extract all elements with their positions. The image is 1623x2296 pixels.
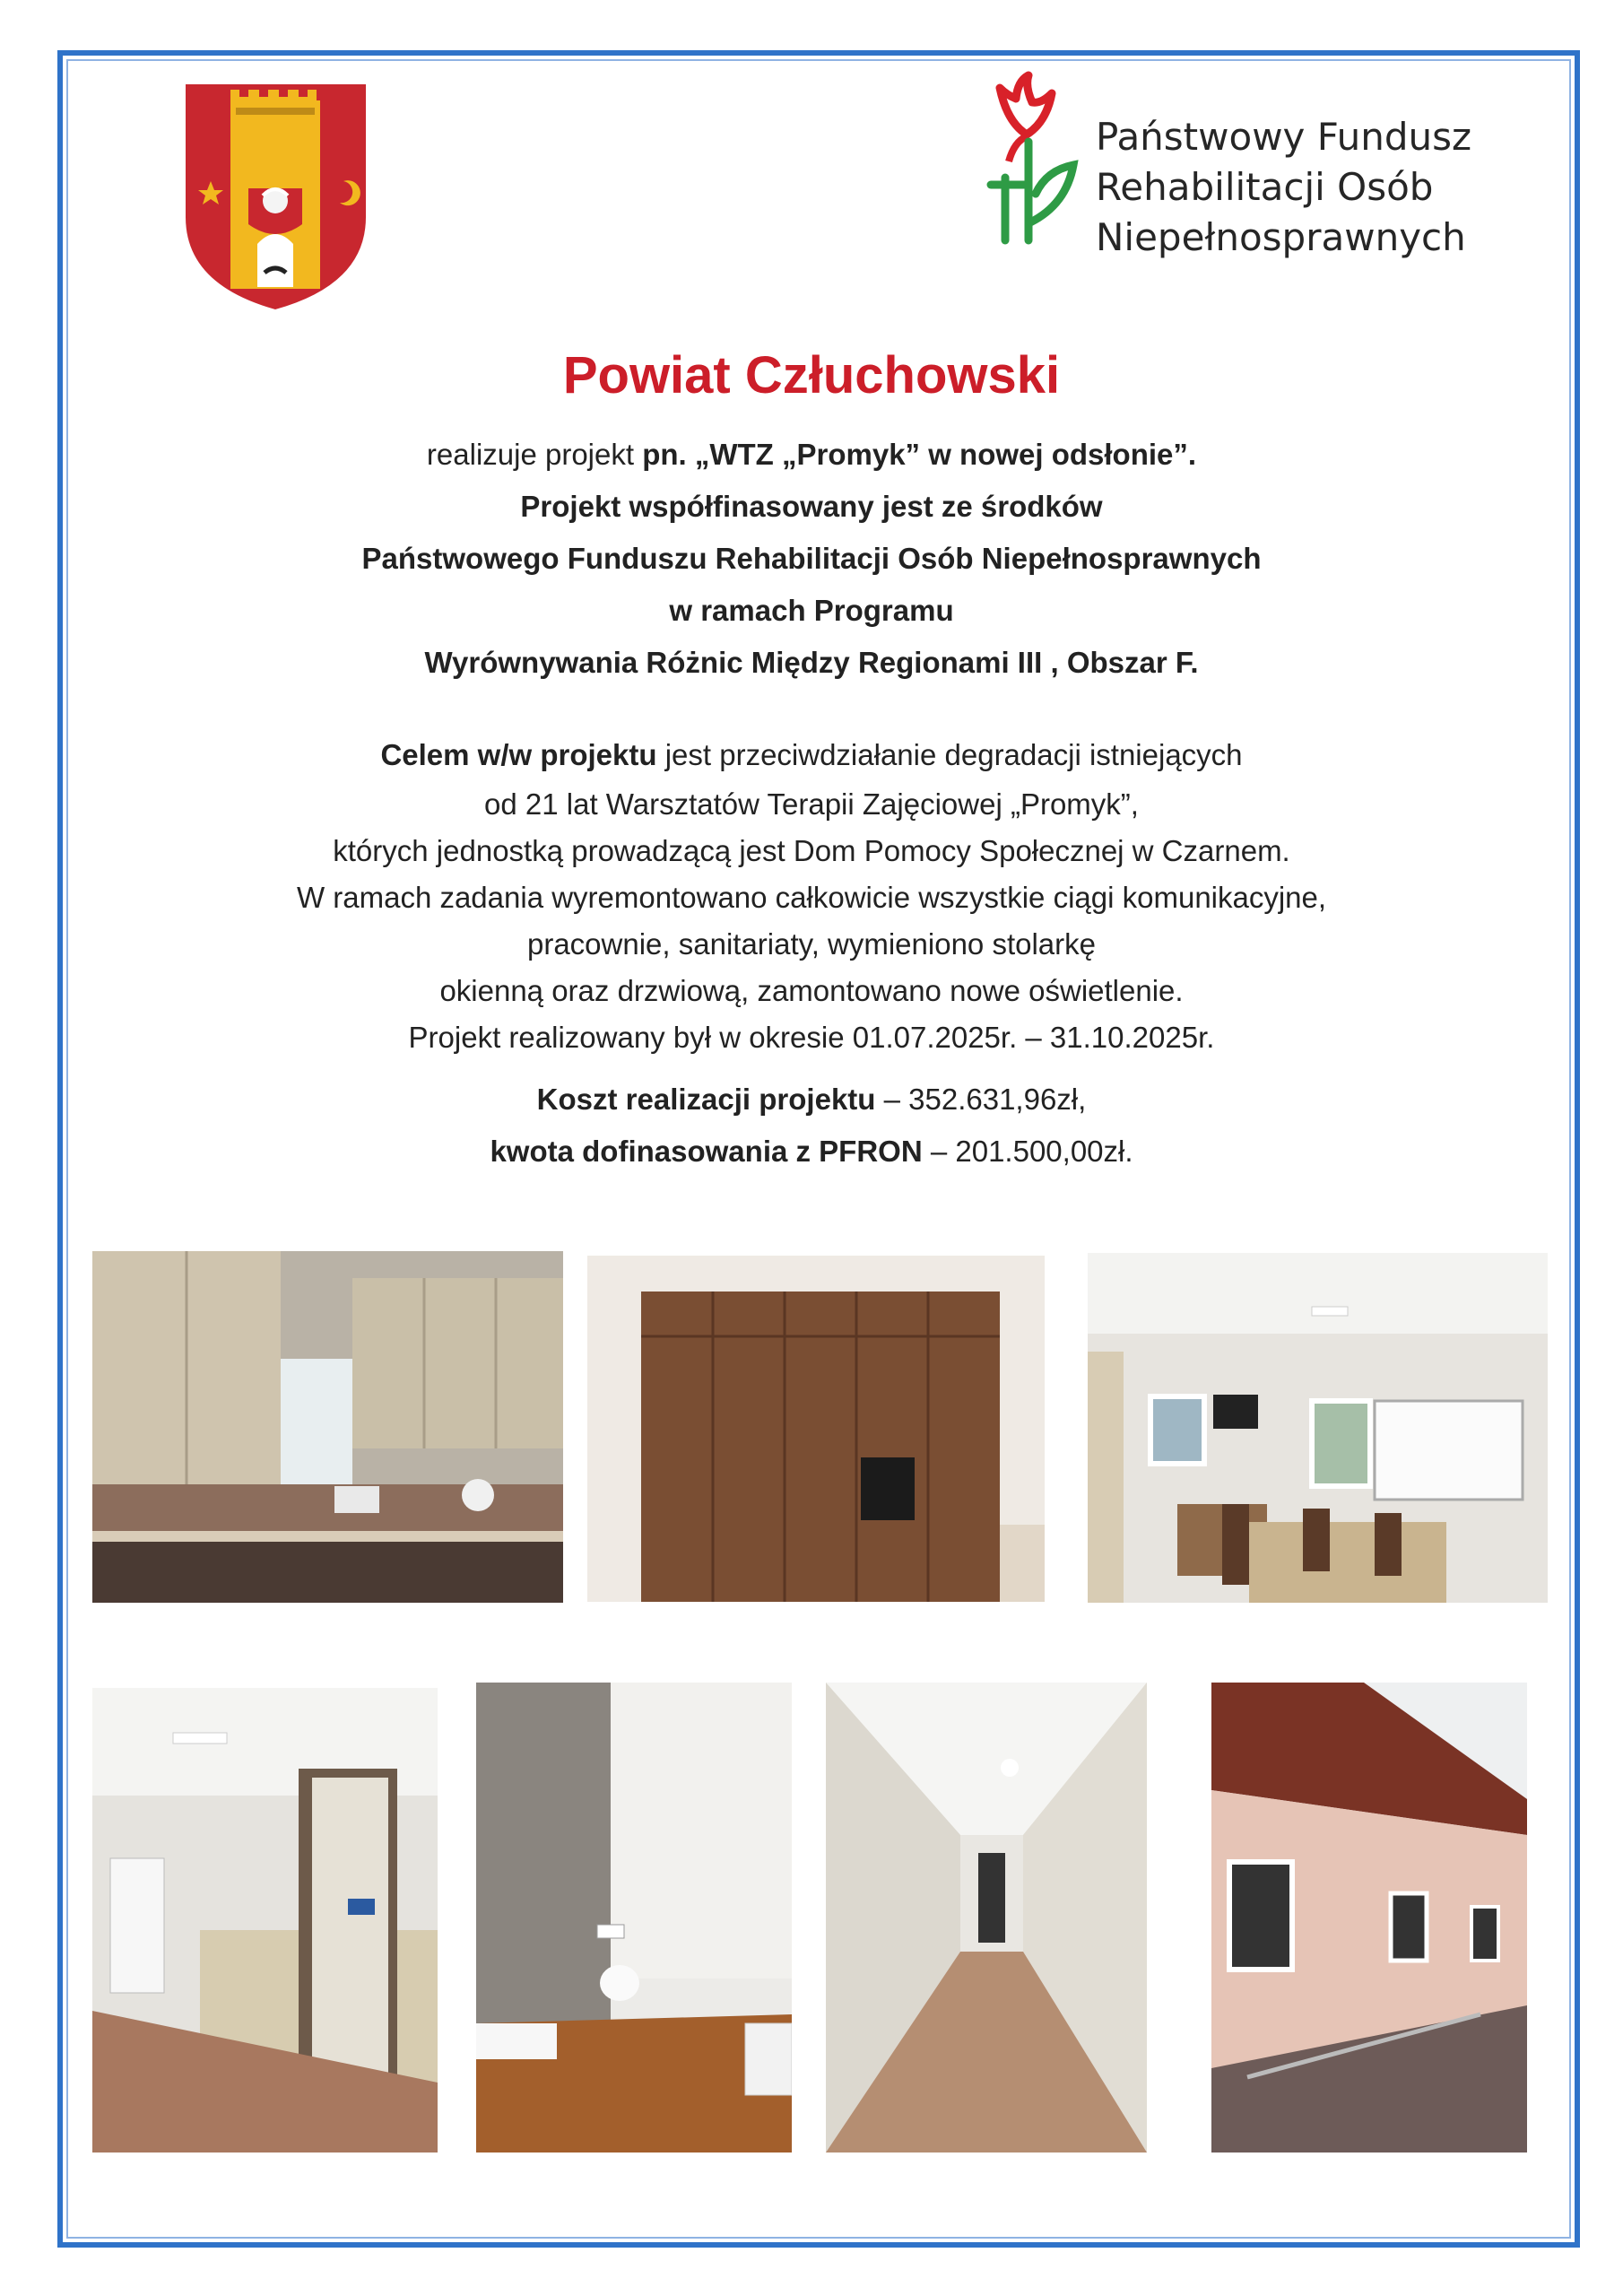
cost-value: – 352.631,96zł,	[875, 1083, 1087, 1116]
cost-label: Koszt realizacji projektu	[536, 1083, 876, 1116]
goal-line-6: okienną oraz drzwiową, zamontowano nowe oświetlenie.	[439, 974, 1184, 1007]
goal-line-1	[0, 729, 1623, 781]
grant-value: – 201.500,00zł.	[922, 1135, 1133, 1168]
goal-line-3: których jednostką prowadzącą jest Dom Pomocy Społecznej w Czarnem.	[333, 834, 1290, 867]
photo-corridor	[826, 1683, 1147, 2152]
project-name: pn. „WTZ „Promyk” w nowej odsłonie”.	[642, 438, 1197, 471]
cost-line	[0, 1074, 1623, 1126]
pfron-name-line-3: Niepełnosprawnych	[1096, 215, 1466, 259]
photo-wardrobe	[587, 1256, 1045, 1602]
pfron-name-line-1: Państwowy Fundusz	[1096, 115, 1472, 159]
page-title: Powiat Człuchowski	[562, 346, 1061, 404]
intro-block	[0, 429, 1623, 689]
costs-block	[0, 1074, 1623, 1178]
photo-kitchen	[92, 1251, 563, 1603]
intro-line-2: Projekt współfinasowany jest ze środków	[520, 490, 1103, 523]
pfron-name	[1096, 112, 1471, 263]
photo-building-exterior	[1211, 1683, 1527, 2152]
pfron-tulip-logo	[982, 70, 1081, 258]
intro-line-4: w ramach Programu	[669, 594, 954, 627]
goal-line-5: pracownie, sanitariaty, wymieniono stolarkę	[526, 927, 1096, 961]
intro-line-3: Państwowego Funduszu Rehabilitacji Osób Niepełnosprawnych	[361, 542, 1262, 575]
intro-line-1-normal: realizuje projekt	[426, 438, 643, 471]
photo-bathroom	[476, 1683, 792, 2152]
goal-block	[0, 729, 1623, 1061]
goal-lead: Celem w/w projektu	[380, 738, 657, 771]
goal-line-7: Projekt realizowany był w okresie 01.07.2025r. – 31.10.2025r.	[408, 1021, 1215, 1054]
grant-label: kwota dofinasowania z PFRON	[490, 1135, 923, 1168]
photo-classroom	[1088, 1253, 1548, 1603]
goal-lead-rest: jest przeciwdziałanie degradacji istniejących	[656, 738, 1243, 771]
goal-line-2: od 21 lat Warsztatów Terapii Zajęciowej „Promyk”,	[484, 787, 1139, 821]
goal-line-4: W ramach zadania wyremontowano całkowicie wszystkie ciągi komunikacyjne,	[296, 881, 1327, 914]
powiat-coat-of-arms-logo	[184, 83, 368, 311]
intro-line-5: Wyrównywania Różnic Między Regionami III , Obszar F.	[424, 646, 1199, 679]
intro-line-1	[0, 429, 1623, 481]
grant-line	[0, 1126, 1623, 1178]
pfron-name-line-2: Rehabilitacji Osób	[1096, 165, 1434, 209]
photo-hallway-door	[92, 1688, 438, 2152]
